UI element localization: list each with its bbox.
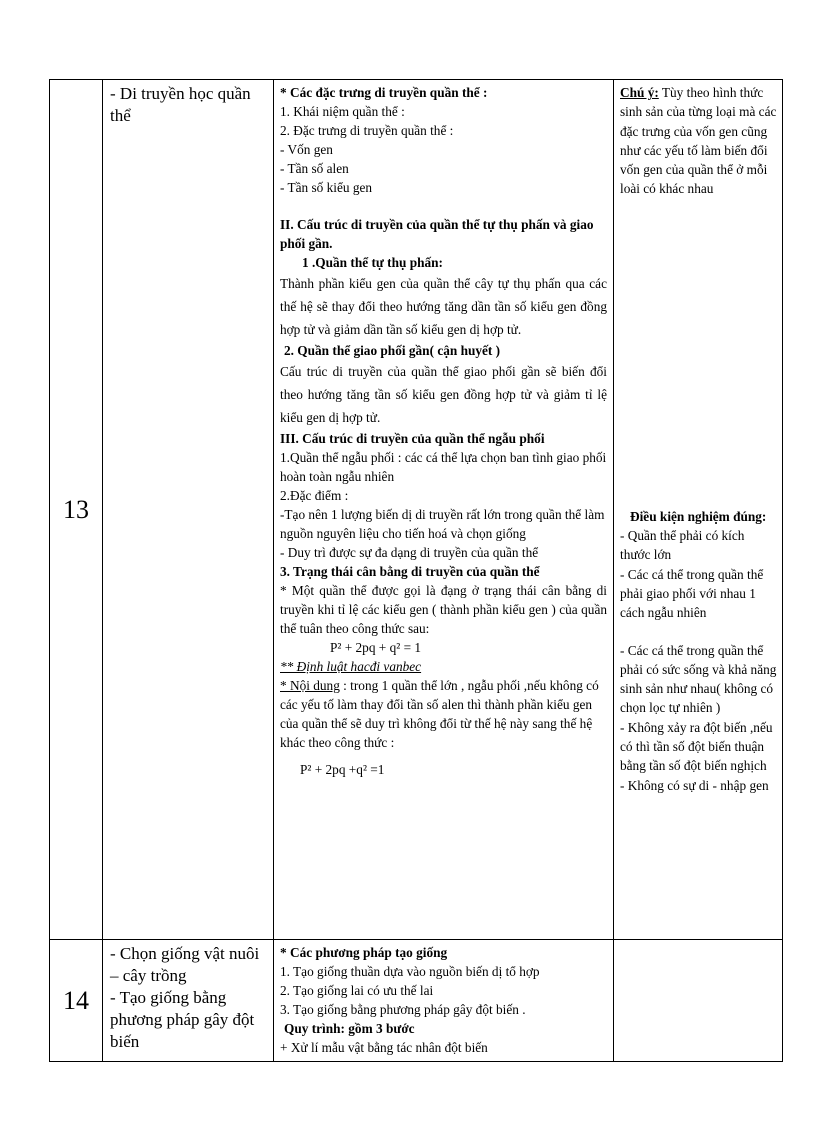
note-text: Tùy theo hình thức sinh sản của từng loại mà các đặc trưng của vốn gen cũng như các yếu tố làm biến đổi vốn gen của quần thể ở mỗi loài có khác nhau (620, 85, 777, 197)
section-heading: II. Cấu trúc di truyền của quần thể tự thụ phấn và giao phối gần. (280, 217, 594, 251)
content-line: - Vốn gen (280, 142, 333, 157)
note-label: Chú ý: (620, 85, 659, 100)
content-line: - Tần số kiểu gen (280, 180, 373, 195)
section-heading: * Các phương pháp tạo giống (280, 945, 448, 960)
row-number: 14 (50, 940, 103, 1062)
subsection-heading: 2. Quần thể giao phối gần( cận huyết ) (284, 343, 501, 358)
law-paragraph (280, 676, 607, 752)
law-text: : trong 1 quần thể lớn , ngẫu phối ,nếu không có các yếu tố làm thay đổi tần số alen thì thành phần kiểu gen của quần thể sẽ duy trì không đổi từ thế hệ này sang thế hệ khác theo công thức : (280, 678, 599, 750)
content-line: 3. Tạo giống bằng phương pháp gây đột biến . (280, 1002, 526, 1017)
topic-text: - Di truyền học quần thể (110, 84, 251, 125)
conditions-title: Điều kiện nghiệm đúng: (630, 508, 767, 524)
content-cell (274, 940, 614, 1062)
table-row (50, 940, 783, 1062)
condition-item: - Không xảy ra đột biến ,nếu có thì tần số đột biến thuận bằng tần số đột biến nghịch (620, 719, 773, 774)
section-heading: III. Cấu trúc di truyền của quần thể ngẫu phối (280, 431, 545, 446)
formula: P² + 2pq + q² = 1 (330, 640, 422, 655)
section-heading: 3. Trạng thái cân bằng di truyền của quần thể (280, 564, 540, 579)
subsection-heading: 1 .Quần thể tự thụ phấn: (302, 255, 443, 270)
lesson-table (49, 79, 783, 1062)
section-heading: Quy trình: gồm 3 bước (284, 1021, 415, 1036)
formula: P² + 2pq +q² =1 (300, 762, 385, 777)
paragraph: Cấu trúc di truyền của quần thể giao phối gần sẽ biến đổi theo hướng tăng tần số kiểu gen đồng hợp tử và giảm tỉ lệ kiểu gen dị hợp tử. (280, 364, 607, 425)
content-line: 2. Tạo giống lai có ưu thế lai (280, 983, 434, 998)
law-label: * Nội dung (280, 678, 340, 693)
paragraph: 1.Quần thể ngẫu phối : các cá thể lựa chọn ban tình giao phối hoàn toàn ngẫu nhiên (280, 450, 607, 484)
paragraph: 2.Đặc điểm : (280, 488, 349, 503)
content-cell (274, 80, 614, 940)
section-heading: * Các đặc trưng di truyền quần thể : (280, 85, 488, 100)
content-line: 1. Khái niệm quần thể : (280, 104, 405, 119)
content-line: 1. Tạo giống thuần dựa vào nguồn biến dị tổ hợp (280, 964, 540, 979)
paragraph: -Tạo nên 1 lượng biến dị di truyền rất lớn trong quần thể làm nguồn nguyên liệu cho tiến hoá và chọn giống (280, 507, 605, 541)
row-number: 13 (50, 80, 103, 940)
paragraph: - Duy trì được sự đa dạng di truyền của quần thể (280, 545, 539, 560)
condition-item: - Các cá thể trong quần thể phải có sức sống và khả năng sinh sản như nhau( không có chọn lọc tự nhiên ) (620, 642, 777, 716)
topic-cell (103, 940, 274, 1062)
paragraph: Thành phần kiểu gen của quần thể cây tự thụ phấn qua các thế hệ sẽ thay đổi theo hướng tăng dần tần số kiểu gen đồng hợp tử và giảm dần tần số kiểu gen dị hợp tử. (280, 276, 607, 337)
note-cell (614, 940, 783, 1062)
content-line: 2. Đặc trưng di truyền quần thể : (280, 123, 454, 138)
law-title: ** Định luật hacđi vanbec (280, 659, 422, 674)
note-cell (614, 80, 783, 940)
condition-item: - Các cá thể trong quần thể phải giao phối với nhau 1 cách ngẫu nhiên (620, 566, 764, 621)
content-line: + Xử lí mẫu vật bằng tác nhân đột biến (280, 1040, 488, 1055)
paragraph: * Một quần thể được gọi là đạng ở trạng thái cân bằng di truyền khi tỉ lệ các kiểu gen ( thành phần kiểu gen ) của quần thể tuân theo công thức sau: (280, 583, 607, 636)
topic-cell (103, 80, 274, 940)
table-row (50, 80, 783, 940)
topic-text: - Chọn giống vật nuôi – cây trồng - Tạo giống bằng phương pháp gây đột biến (110, 944, 260, 1051)
note-paragraph (620, 83, 778, 199)
content-line: - Tần số alen (280, 161, 349, 176)
condition-item: - Không có sự di - nhập gen (620, 777, 769, 793)
condition-item: - Quần thể phải có kích thước lớn (620, 528, 745, 563)
